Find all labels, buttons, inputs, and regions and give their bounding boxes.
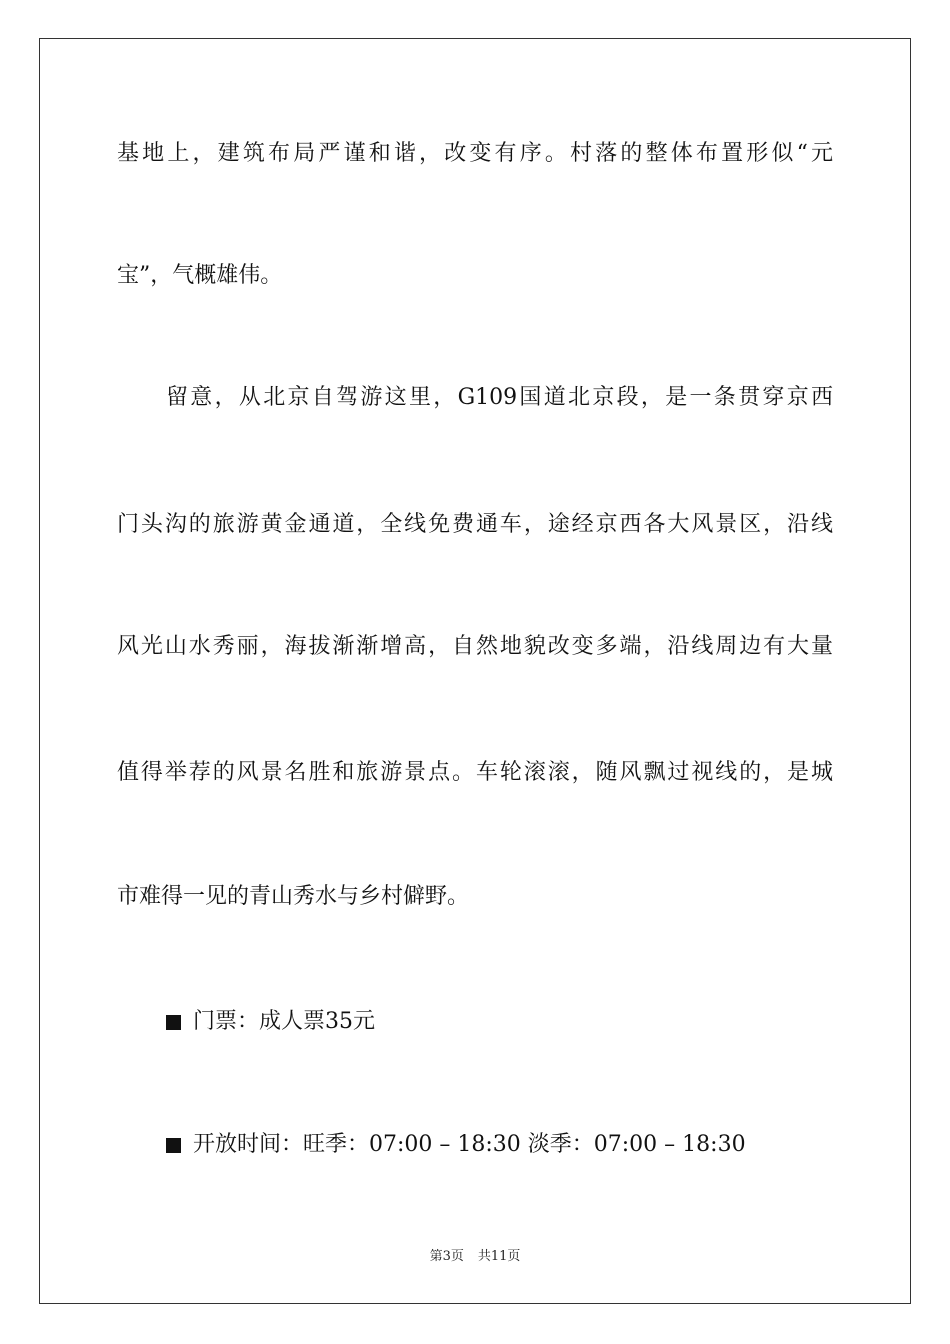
paragraph-line: 值得举荐的风景名胜和旅游景点。车轮滚滚，随风飘过视线的，是城 [117,760,833,785]
square-bullet-icon [166,1138,181,1153]
ticket-text: 门票：成人票35元 [193,1009,375,1034]
page-total: 共11页 [477,1249,521,1264]
paragraph-line: 门头沟的旅游黄金通道，全线免费通车，途经京西各大风景区，沿线 [117,512,833,537]
square-bullet-icon [166,1015,181,1030]
ticket-bullet [166,1007,375,1037]
hours-bullet [166,1130,746,1160]
paragraph-line: 留意，从北京自驾游这里，G109国道北京段，是一条贯穿京西 [166,385,833,410]
paragraph-line: 宝”，气概雄伟。 [117,263,283,288]
page-footer [0,1248,950,1266]
paragraph-line: 基地上，建筑布局严谨和谐，改变有序。村落的整体布置形似“元 [117,141,833,166]
page-border [39,38,911,1304]
hours-text: 开放时间：旺季：07:00 – 18:30 淡季：07:00 – 18:30 [193,1132,746,1157]
page-number: 第3页 [429,1249,464,1264]
paragraph-line: 市难得一见的青山秀水与乡村僻野。 [117,884,470,909]
paragraph-line: 风光山水秀丽，海拔渐渐增高，自然地貌改变多端，沿线周边有大量 [117,634,833,659]
